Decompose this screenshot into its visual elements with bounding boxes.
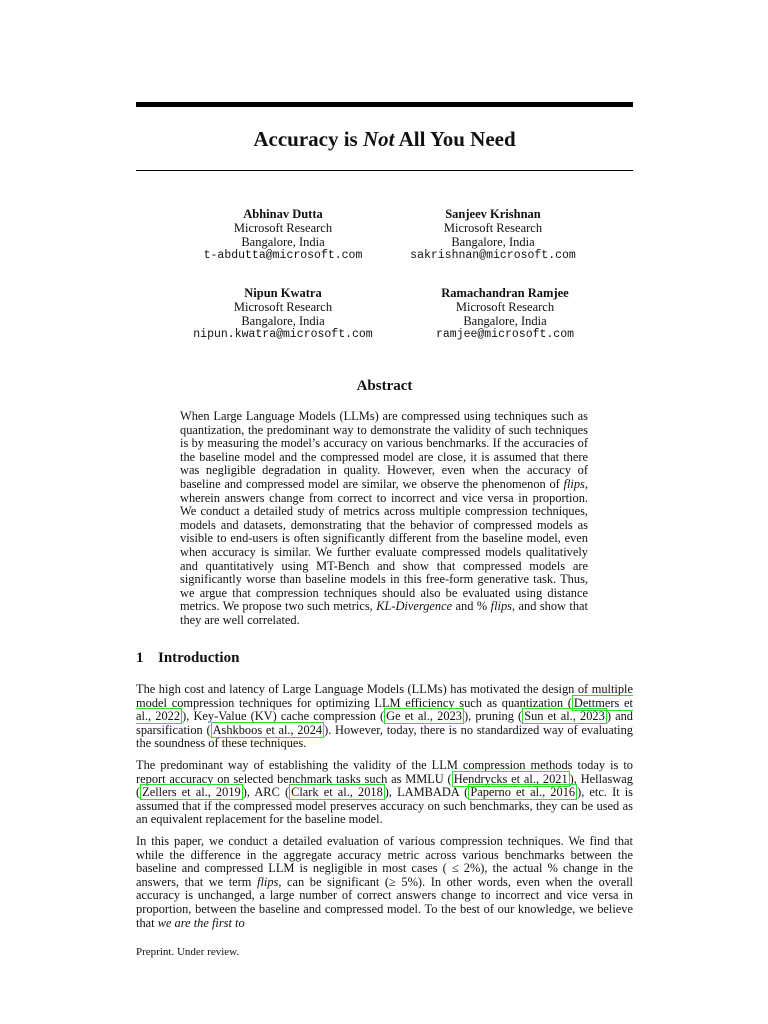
- title-bottom-rule: [136, 170, 633, 171]
- author-affiliation: Microsoft Research: [443, 221, 543, 235]
- footer-note: Preprint. Under review.: [136, 946, 240, 958]
- intro-body: [136, 683, 633, 938]
- citation-link[interactable]: Paperno et al., 2016: [470, 785, 576, 800]
- author-block: [163, 286, 403, 342]
- author-name: Abhinav Dutta: [243, 207, 323, 221]
- author-name: Ramachandran Ramjee: [441, 286, 569, 300]
- paragraph: The predominant way of establishing the validity of the LLM compression methods today is to report accuracy on selected benchmark tasks such as MMLU ( Hendrycks et al., 2021 ), Hellaswag ( Zellers et al., 2019 ), ARC ( Clark et al., 2018 ), LAMBADA ( Paperno et al., 2016 ), etc. It is assumed that if the compressed model preserves accuracy on such benchmarks, they can be used as an equivalent replacement for the baseline model.: [136, 757, 634, 827]
- author-email[interactable]: nipun.kwatra@microsoft.com: [193, 328, 373, 341]
- section-number: 1: [136, 650, 144, 666]
- author-name: Sanjeev Krishnan: [445, 207, 541, 221]
- citation-link[interactable]: Sun et al., 2023: [524, 709, 605, 724]
- author-affiliation: Microsoft Research: [233, 221, 333, 235]
- abstract-text: When Large Language Models (LLMs) are compressed using techniques such as quantization, the predominant way to demonstrate the validity of such techniques is by measuring the model’s accuracy on various benchmarks. If the accuracies of the baseline model and the compressed model are close, it is assumed that there was negligible degradation in quality. However, even when the accuracy of baseline and compressed model are similar, we observe the phenomenon of flips, wherein answers change from correct to incorrect and vice versa in proportion. We conduct a detailed study of metrics across multiple compression techniques, models and datasets, demonstrating that the behavior of compressed models as visible to end-users is often significantly different from the baseline model, even when accuracy is similar. We further evaluate compressed models qualitatively and quantitatively using MT-Bench and show that compressed models are significantly worse than baseline models in this free-form generative task. Thus, we argue that compression techniques should also be evaluated using distance metrics. We propose two such metrics, KL-Divergence and % flips, and show that they are well correlated.: [180, 409, 588, 627]
- paragraph: The high cost and latency of Large Language Models (LLMs) has motivated the design of multiple model compression techniques for optimizing LLM efficiency such as quantization ( Dettmers et al., 2022 ), Key-Value (KV) cache compression ( Ge et al., 2023 ), pruning ( Sun et al., 2023 ) and sparsification ( Ashkboos et al., 2024 ). However, today, there is no standardized way of evaluating the soundness of these techniques.: [136, 682, 633, 751]
- author-location: Bangalore, India: [241, 235, 325, 249]
- author-email[interactable]: t-abdutta@microsoft.com: [203, 249, 363, 262]
- section-title: Introduction: [158, 650, 240, 666]
- title-top-rule: [136, 102, 633, 107]
- author-email[interactable]: sakrishnan@microsoft.com: [410, 249, 576, 262]
- abstract-heading: Abstract: [356, 378, 413, 394]
- paragraph: In this paper, we conduct a detailed evaluation of various compression techniques. We find that while the difference in the aggregate accuracy metric across various benchmarks between the baseline and compressed LLM is negligible in most cases ( ≤ 2%), the actual % change in the answers, that we term flips, can be significant (≥ 5%). In other words, even when the overall accuracy is unchanged, a large number of correct answers change to incorrect and vice versa in proportion, between the baseline and compressed model. To the best of our knowledge, we believe that we are the first to: [136, 833, 633, 930]
- paper-title: Accuracy is Not All You Need: [253, 127, 516, 151]
- citation-link[interactable]: Zellers et al., 2019: [142, 785, 241, 800]
- author-location: Bangalore, India: [241, 314, 325, 328]
- citation-link[interactable]: Hendrycks et al., 2021: [453, 771, 568, 786]
- section-heading: [136, 650, 239, 667]
- author-location: Bangalore, India: [463, 314, 547, 328]
- author-email[interactable]: ramjee@microsoft.com: [435, 328, 575, 341]
- citation-link[interactable]: Dettmers et al., 2022: [136, 695, 633, 724]
- author-location: Bangalore, India: [451, 235, 535, 249]
- author-block: [373, 207, 613, 263]
- author-name: Nipun Kwatra: [244, 286, 322, 300]
- citation-link[interactable]: Clark et al., 2018: [291, 785, 383, 800]
- author-block: [385, 286, 625, 342]
- citation-link[interactable]: Ge et al., 2023: [386, 709, 462, 724]
- author-block: [163, 207, 403, 263]
- author-affiliation: Microsoft Research: [455, 300, 555, 314]
- citation-link[interactable]: Ashkboos et al., 2024: [212, 722, 323, 737]
- author-affiliation: Microsoft Research: [233, 300, 333, 314]
